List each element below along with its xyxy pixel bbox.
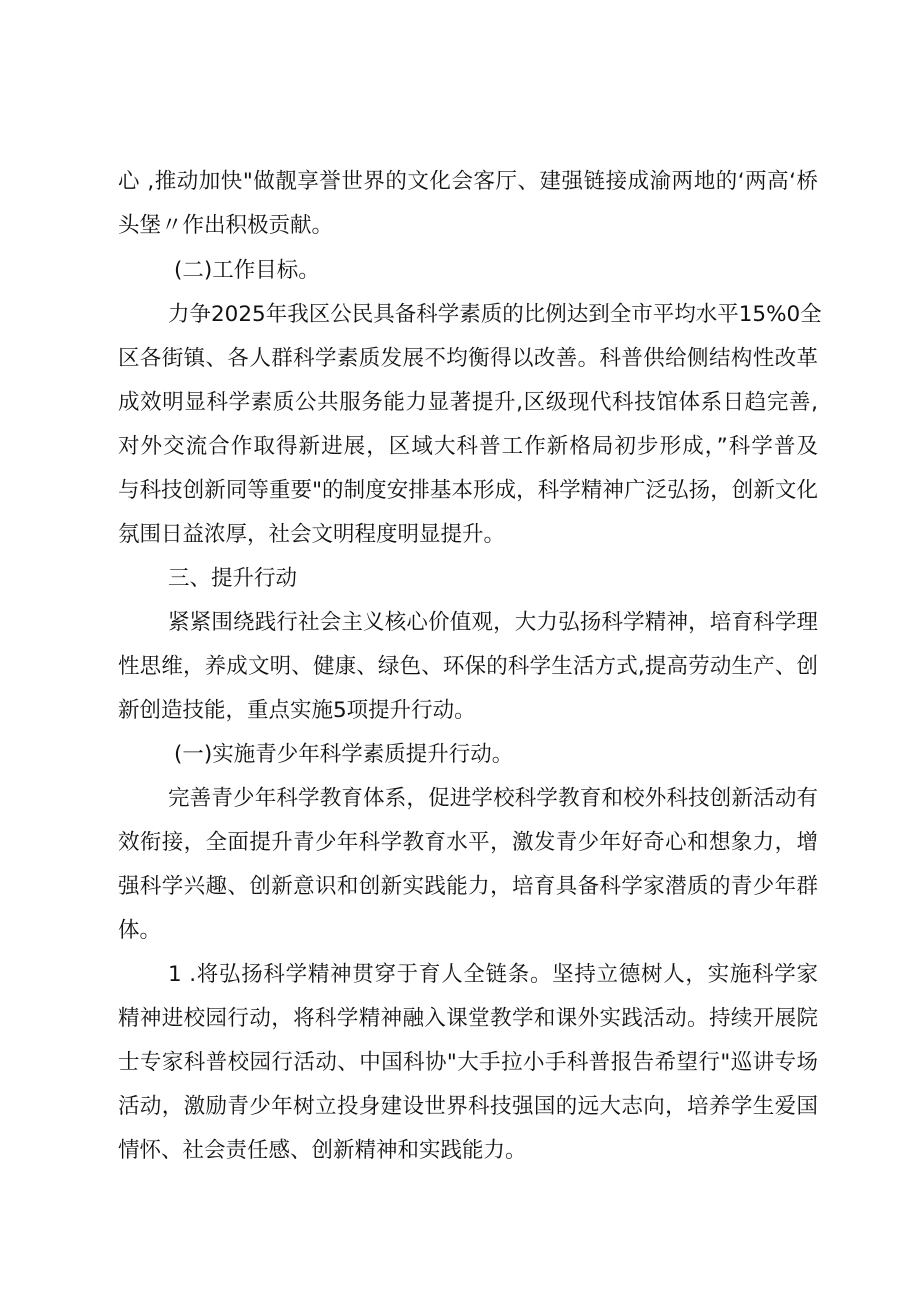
section-heading-actions: 三、提升行动 (168, 566, 298, 591)
text-line-13: 新创造技能，重点实施5项提升行动。 (118, 698, 476, 723)
text-line-9: 氛围日益浓厚，社会文明程度明显提升。 (118, 522, 506, 547)
text-line-20: 精神进校园行动，将科学精神融入课堂教学和课外实践活动。持续开展院 (118, 1006, 818, 1031)
section-heading-work-goals: (二)工作目标。 (174, 258, 320, 283)
text-line-19: 1 .将弘扬科学精神贯穿于育人全链条。坚持立德树人，实施科学家 (168, 962, 818, 987)
text-line-1: 心 ,推动加快"做靓享誉世界的文化会客厅、建强链接成渝两地的‘两高‘桥 (118, 169, 818, 194)
section-heading-youth-action: (一)实施青少年科学素质提升行动。 (174, 742, 514, 767)
text-line-18: 体。 (118, 918, 162, 943)
text-line-12: 性思维，养成文明、健康、绿色、环保的科学生活方式,提高劳动生产、创 (118, 654, 818, 679)
text-line-15: 完善青少年科学教育体系，促进学校科学教育和校外科技创新活动有 (168, 786, 818, 811)
text-line-8: 与科技创新同等重要"的制度安排基本形成，科学精神广泛弘扬，创新文化 (118, 478, 818, 503)
text-line-4: 力争2025年我区公民具备科学素质的比例达到全市平均水平15%0全 (168, 302, 822, 327)
text-line-17: 强科学兴趣、创新意识和创新实践能力，培育具备科学家潜质的青少年群 (118, 874, 818, 899)
text-line-21: 士专家科普校园行活动、中国科协"大手拉小手科普报告希望行"巡讲专场 (118, 1050, 818, 1075)
text-line-16: 效衔接，全面提升青少年科学教育水平，激发青少年好奇心和想象力，增 (118, 830, 818, 855)
text-line-23: 情怀、社会责任感、创新精神和实践能力。 (118, 1138, 527, 1163)
text-line-2: 头堡〃作出积极贡献。 (118, 213, 334, 238)
text-line-11: 紧紧围绕践行社会主义核心价值观，大力弘扬科学精神，培育科学理 (168, 610, 818, 635)
text-line-22: 活动，激励青少年树立投身建设世界科技强国的远大志向，培养学生爱国 (118, 1094, 818, 1119)
text-line-7: 对外交流合作取得新进展，区域大科普工作新格局初步形成，”科学普及 (118, 434, 818, 459)
text-line-5: 区各街镇、各人群科学素质发展不均衡得以改善。科普供给侧结构性改革 (118, 346, 818, 371)
text-line-6: 成效明显科学素质公共服务能力显著提升,区级现代科技馆体系日趋完善, (118, 390, 818, 415)
